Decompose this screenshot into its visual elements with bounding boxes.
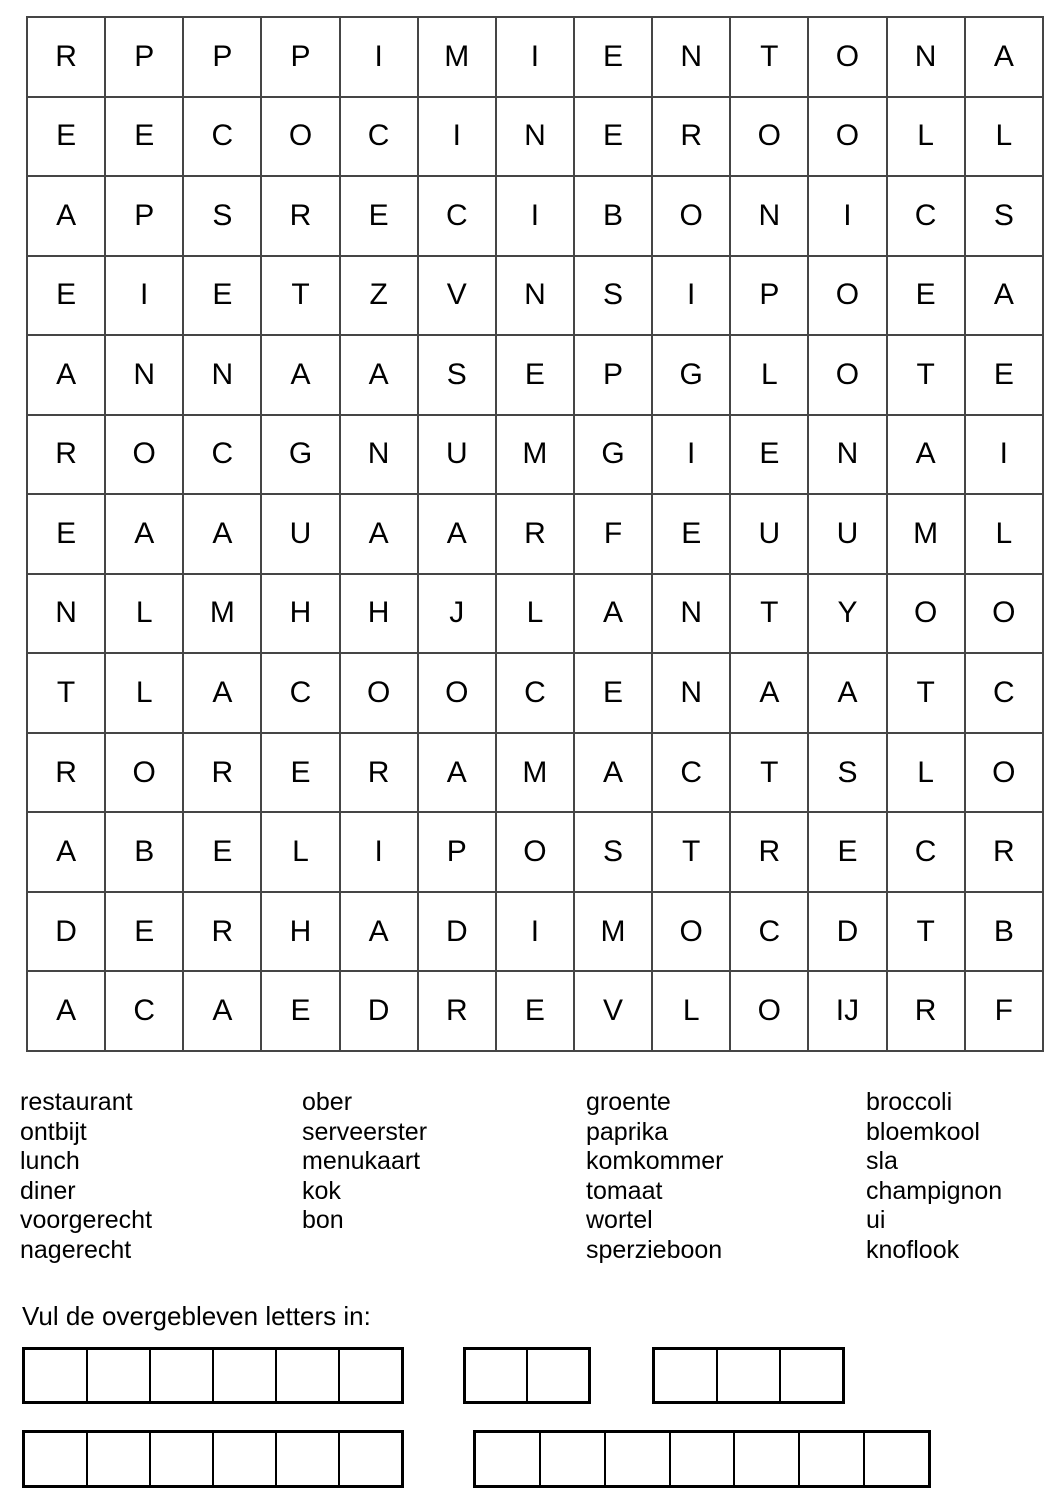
grid-cell[interactable]: L [887, 733, 965, 813]
grid-cell[interactable]: E [730, 415, 808, 495]
grid-cell[interactable]: S [183, 176, 261, 256]
grid-cell[interactable]: A [340, 335, 418, 415]
grid-cell[interactable]: R [27, 17, 105, 97]
grid-cell[interactable]: N [730, 176, 808, 256]
grid-cell[interactable]: E [261, 971, 339, 1051]
grid-cell[interactable]: U [418, 415, 496, 495]
grid-cell[interactable]: E [340, 176, 418, 256]
grid-cell[interactable]: R [887, 971, 965, 1051]
grid-cell[interactable]: C [183, 415, 261, 495]
word-list-item: nagerecht [20, 1235, 132, 1264]
answer-letter-box[interactable] [716, 1350, 779, 1401]
grid-row [27, 494, 1043, 574]
answer-group [463, 1347, 591, 1404]
answer-letter-box[interactable] [275, 1433, 338, 1485]
grid-cell[interactable]: T [887, 892, 965, 972]
answer-letter-box[interactable] [212, 1350, 275, 1401]
answer-letter-box[interactable] [476, 1433, 539, 1485]
grid-cell[interactable]: O [730, 971, 808, 1051]
grid-cell[interactable]: B [574, 176, 652, 256]
grid-cell[interactable]: P [418, 812, 496, 892]
grid-cell[interactable]: P [105, 17, 183, 97]
grid-cell[interactable]: I [418, 97, 496, 177]
answer-letter-box[interactable] [669, 1433, 734, 1485]
grid-cell[interactable]: C [105, 971, 183, 1051]
answer-letter-box[interactable] [863, 1433, 928, 1485]
word-list-item: paprika [586, 1117, 668, 1146]
grid-cell[interactable]: U [808, 494, 886, 574]
grid-cell[interactable]: C [887, 812, 965, 892]
grid-cell[interactable]: O [418, 653, 496, 733]
grid-cell[interactable]: M [418, 17, 496, 97]
answer-letter-box[interactable] [212, 1433, 275, 1485]
grid-row [27, 812, 1043, 892]
grid-cell[interactable]: J [418, 574, 496, 654]
grid-cell[interactable]: Y [808, 574, 886, 654]
grid-cell[interactable]: O [808, 335, 886, 415]
grid-cell[interactable]: L [730, 335, 808, 415]
grid-cell[interactable]: M [496, 733, 574, 813]
grid-cell[interactable]: L [261, 812, 339, 892]
grid-cell[interactable]: A [418, 733, 496, 813]
grid-cell[interactable]: P [105, 176, 183, 256]
grid-cell[interactable]: R [496, 494, 574, 574]
word-list-column [302, 1088, 427, 1236]
grid-cell[interactable]: F [965, 971, 1043, 1051]
word-list-item: lunch [20, 1147, 80, 1176]
grid-cell[interactable]: O [496, 812, 574, 892]
grid-cell[interactable]: E [105, 97, 183, 177]
grid-cell[interactable]: V [574, 971, 652, 1051]
grid-cell[interactable]: H [261, 892, 339, 972]
grid-cell[interactable]: N [105, 335, 183, 415]
grid-cell[interactable]: I [652, 256, 730, 336]
grid-cell[interactable]: T [887, 335, 965, 415]
grid-cell[interactable]: E [261, 733, 339, 813]
grid-cell[interactable]: H [340, 574, 418, 654]
grid-cell[interactable]: L [496, 574, 574, 654]
answer-letter-box[interactable] [338, 1350, 401, 1401]
word-list-item: ontbijt [20, 1117, 87, 1146]
word-list-item: menukaart [302, 1147, 421, 1176]
word-list-item: kok [302, 1176, 341, 1205]
fill-instruction: Vul de overgebleven letters in: [22, 1301, 371, 1331]
grid-cell[interactable]: S [808, 733, 886, 813]
word-list-column [866, 1088, 1002, 1266]
grid-cell[interactable]: C [261, 653, 339, 733]
grid-cell[interactable]: L [965, 494, 1043, 574]
word-list-column [20, 1088, 152, 1266]
grid-cell[interactable]: O [105, 415, 183, 495]
grid-cell[interactable]: D [808, 892, 886, 972]
answer-group [22, 1430, 404, 1488]
answer-letter-box[interactable] [466, 1350, 526, 1401]
grid-cell[interactable]: E [574, 653, 652, 733]
grid-cell[interactable]: N [652, 17, 730, 97]
grid-cell[interactable]: U [261, 494, 339, 574]
answer-letter-box[interactable] [539, 1433, 604, 1485]
word-list-item: komkommer [586, 1147, 724, 1176]
grid-cell[interactable]: O [105, 733, 183, 813]
grid-body [27, 17, 1043, 1051]
grid-cell[interactable]: A [27, 176, 105, 256]
grid-cell[interactable]: F [574, 494, 652, 574]
word-list-item: tomaat [586, 1176, 663, 1205]
grid-cell[interactable]: T [730, 17, 808, 97]
grid-cell[interactable]: O [340, 653, 418, 733]
grid-cell[interactable]: C [652, 733, 730, 813]
word-list-item: bloemkool [866, 1117, 980, 1146]
grid-cell[interactable]: N [27, 574, 105, 654]
grid-cell[interactable]: D [418, 892, 496, 972]
grid-cell[interactable]: R [340, 733, 418, 813]
grid-cell[interactable]: M [496, 415, 574, 495]
grid-cell[interactable]: A [887, 415, 965, 495]
grid-cell[interactable]: I [496, 892, 574, 972]
grid-cell[interactable]: E [574, 97, 652, 177]
grid-cell[interactable]: R [261, 176, 339, 256]
grid-row [27, 415, 1043, 495]
grid-cell[interactable]: C [730, 892, 808, 972]
word-list-item: restaurant [20, 1088, 133, 1116]
word-list-item: groente [586, 1088, 671, 1116]
grid-cell[interactable]: A [340, 494, 418, 574]
grid-cell[interactable]: E [27, 494, 105, 574]
grid-cell[interactable]: E [652, 494, 730, 574]
grid-cell[interactable]: R [183, 733, 261, 813]
answer-letter-box[interactable] [86, 1350, 149, 1401]
grid-cell[interactable]: L [652, 971, 730, 1051]
grid-cell[interactable]: B [105, 812, 183, 892]
word-list-item: bon [302, 1206, 344, 1235]
grid-cell[interactable]: D [27, 892, 105, 972]
grid-cell[interactable]: I [340, 812, 418, 892]
grid-cell[interactable]: S [965, 176, 1043, 256]
grid-cell[interactable]: T [887, 653, 965, 733]
grid-cell[interactable]: I [652, 415, 730, 495]
grid-cell[interactable]: M [183, 574, 261, 654]
answer-letter-box[interactable] [798, 1433, 863, 1485]
answer-letter-box[interactable] [779, 1350, 842, 1401]
grid-cell[interactable]: O [652, 176, 730, 256]
grid-cell[interactable]: C [340, 97, 418, 177]
grid-cell[interactable]: E [183, 812, 261, 892]
grid-cell[interactable]: R [730, 812, 808, 892]
word-list-item: voorgerecht [20, 1206, 153, 1235]
grid-cell[interactable]: N [808, 415, 886, 495]
grid-cell[interactable]: E [808, 812, 886, 892]
word-list-item: ui [866, 1206, 886, 1235]
grid-cell[interactable]: P [730, 256, 808, 336]
answer-letter-box[interactable] [604, 1433, 669, 1485]
grid-cell[interactable]: I [496, 17, 574, 97]
grid-cell[interactable]: Z [340, 256, 418, 336]
word-list-item: ober [302, 1088, 353, 1116]
grid-cell[interactable]: G [652, 335, 730, 415]
grid-cell[interactable]: L [105, 574, 183, 654]
word-list-item: knoflook [866, 1235, 960, 1264]
grid-row [27, 256, 1043, 336]
answer-letter-box[interactable] [275, 1350, 338, 1401]
grid-cell[interactable]: E [496, 971, 574, 1051]
grid-row [27, 653, 1043, 733]
grid-cell[interactable]: P [574, 335, 652, 415]
grid-cell[interactable]: E [27, 256, 105, 336]
grid-cell[interactable]: M [574, 892, 652, 972]
grid-cell[interactable]: E [965, 335, 1043, 415]
grid-row [27, 733, 1043, 813]
grid-cell[interactable]: N [496, 256, 574, 336]
grid-cell[interactable]: T [27, 653, 105, 733]
word-list-item: serveerster [302, 1117, 428, 1146]
grid-cell[interactable]: A [574, 733, 652, 813]
answer-letter-box[interactable] [86, 1433, 149, 1485]
answer-letter-box[interactable] [733, 1433, 798, 1485]
grid-cell[interactable]: E [574, 17, 652, 97]
answer-letter-box[interactable] [655, 1350, 716, 1401]
grid-row [27, 176, 1043, 256]
grid-cell[interactable]: T [730, 574, 808, 654]
grid-cell[interactable]: O [808, 256, 886, 336]
grid-cell[interactable]: I [965, 415, 1043, 495]
grid-cell[interactable]: A [27, 971, 105, 1051]
grid-cell[interactable]: N [652, 574, 730, 654]
grid-cell[interactable]: T [730, 733, 808, 813]
grid-cell[interactable]: R [418, 971, 496, 1051]
grid-cell[interactable]: O [965, 733, 1043, 813]
grid-cell[interactable]: A [965, 17, 1043, 97]
grid-cell[interactable]: R [965, 812, 1043, 892]
grid-cell[interactable]: S [418, 335, 496, 415]
grid-cell[interactable]: A [27, 335, 105, 415]
grid-cell[interactable]: E [27, 97, 105, 177]
grid-cell[interactable]: T [652, 812, 730, 892]
grid-cell[interactable]: I [105, 256, 183, 336]
grid-row [27, 971, 1043, 1051]
grid-row [27, 892, 1043, 972]
grid-cell[interactable]: G [574, 415, 652, 495]
grid-cell[interactable]: E [105, 892, 183, 972]
grid-cell[interactable]: C [965, 653, 1043, 733]
grid-cell[interactable]: N [340, 415, 418, 495]
grid-cell[interactable]: I [808, 176, 886, 256]
word-list [0, 1088, 1058, 1273]
grid-cell[interactable]: A [418, 494, 496, 574]
answer-letter-box[interactable] [149, 1350, 212, 1401]
grid-cell[interactable]: A [183, 971, 261, 1051]
grid-cell[interactable]: M [887, 494, 965, 574]
answer-group [473, 1430, 931, 1488]
grid-cell[interactable]: L [887, 97, 965, 177]
word-list-item: diner [20, 1176, 76, 1205]
grid-cell[interactable]: A [183, 494, 261, 574]
answer-letter-box[interactable] [149, 1433, 212, 1485]
grid-cell[interactable]: I [496, 176, 574, 256]
grid-cell[interactable]: E [496, 335, 574, 415]
grid-row [27, 17, 1043, 97]
grid-cell[interactable]: C [496, 653, 574, 733]
grid-cell[interactable]: E [183, 256, 261, 336]
grid-cell[interactable]: U [730, 494, 808, 574]
answer-letter-box[interactable] [338, 1433, 401, 1485]
answer-group [652, 1347, 845, 1404]
word-search-grid [26, 16, 1044, 1052]
grid-cell[interactable]: C [887, 176, 965, 256]
grid-cell[interactable]: L [965, 97, 1043, 177]
grid-cell[interactable]: A [730, 653, 808, 733]
answer-letter-box[interactable] [25, 1433, 86, 1485]
grid-cell[interactable]: O [652, 892, 730, 972]
grid-cell[interactable]: N [183, 335, 261, 415]
grid-cell[interactable]: S [574, 812, 652, 892]
grid-cell[interactable]: D [340, 971, 418, 1051]
grid-cell[interactable]: G [261, 415, 339, 495]
grid-cell[interactable]: A [808, 653, 886, 733]
grid-cell[interactable]: N [652, 653, 730, 733]
grid-cell[interactable]: H [261, 574, 339, 654]
grid-cell[interactable]: A [27, 812, 105, 892]
grid-cell[interactable]: O [808, 17, 886, 97]
grid-cell[interactable]: N [887, 17, 965, 97]
grid-cell[interactable]: V [418, 256, 496, 336]
grid-cell[interactable]: A [965, 256, 1043, 336]
grid-cell[interactable]: R [27, 733, 105, 813]
grid-cell[interactable]: L [105, 653, 183, 733]
grid-cell[interactable]: O [730, 97, 808, 177]
grid-cell[interactable]: A [261, 335, 339, 415]
grid-row [27, 574, 1043, 654]
word-list-item: champignon [866, 1176, 1003, 1205]
word-list-item: wortel [586, 1206, 653, 1235]
grid-cell[interactable]: I [340, 17, 418, 97]
grid-cell[interactable]: P [261, 17, 339, 97]
grid-cell[interactable]: A [574, 574, 652, 654]
grid-cell[interactable]: E [887, 256, 965, 336]
answer-letter-box[interactable] [25, 1350, 86, 1401]
grid-cell[interactable]: R [183, 892, 261, 972]
grid-cell[interactable]: IJ [808, 971, 886, 1051]
grid-cell[interactable]: T [261, 256, 339, 336]
grid-cell[interactable]: O [887, 574, 965, 654]
grid-cell[interactable]: O [261, 97, 339, 177]
grid-cell[interactable]: C [418, 176, 496, 256]
grid-cell[interactable]: P [183, 17, 261, 97]
answer-group [22, 1347, 404, 1404]
word-list-item: sla [866, 1147, 898, 1176]
grid-cell[interactable]: O [808, 97, 886, 177]
grid-cell[interactable]: O [965, 574, 1043, 654]
answer-letter-box[interactable] [526, 1350, 588, 1401]
grid-cell[interactable]: B [965, 892, 1043, 972]
grid-cell[interactable]: R [652, 97, 730, 177]
grid-row [27, 335, 1043, 415]
word-list-item: broccoli [866, 1088, 953, 1116]
grid-row [27, 97, 1043, 177]
grid-cell[interactable]: N [496, 97, 574, 177]
grid-cell[interactable]: C [183, 97, 261, 177]
grid-cell[interactable]: A [340, 892, 418, 972]
grid-cell[interactable]: S [574, 256, 652, 336]
word-list-column [586, 1088, 724, 1266]
grid-cell[interactable]: R [27, 415, 105, 495]
grid-cell[interactable]: A [105, 494, 183, 574]
grid-cell[interactable]: A [183, 653, 261, 733]
word-list-item: sperzieboon [586, 1235, 723, 1264]
